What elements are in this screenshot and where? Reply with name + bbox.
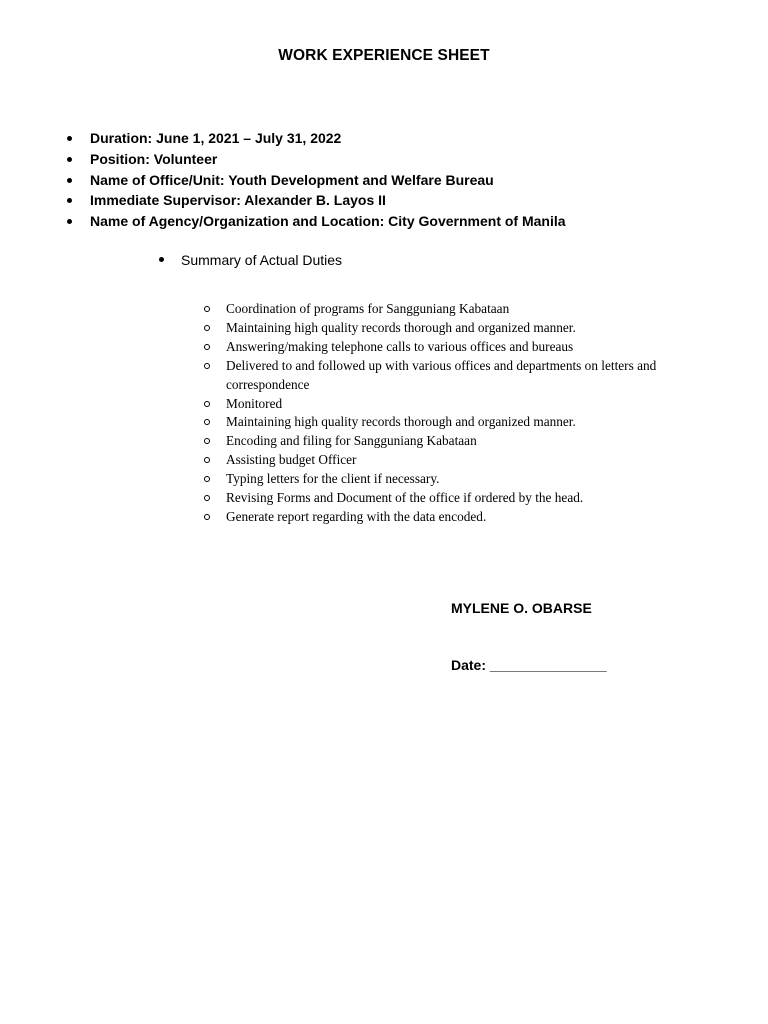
- date-line: Date: _______________: [451, 657, 607, 673]
- detail-position: [67, 149, 566, 170]
- duty-text: Assisting budget Officer: [226, 452, 357, 468]
- detail-office: [67, 170, 566, 191]
- details-list: [67, 128, 566, 232]
- duty-text: Revising Forms and Document of the office if ordered by the head.: [226, 490, 584, 506]
- circle-bullet-icon: [204, 438, 210, 444]
- circle-bullet-icon: [204, 495, 210, 501]
- list-item: [204, 470, 724, 489]
- duty-text: Coordination of programs for Sangguniang Kabataan: [226, 301, 510, 316]
- circle-bullet-icon: [204, 419, 210, 425]
- summary-heading: [159, 250, 342, 270]
- list-item: [204, 300, 724, 319]
- summary-label: Summary of Actual Duties: [181, 252, 343, 268]
- list-item: [204, 319, 724, 338]
- duty-text: Encoding and filing for Sangguniang Kabataan: [226, 433, 477, 449]
- bullet-icon: [67, 157, 72, 162]
- detail-text: Name of Agency/Organization and Location: City Government of Manila: [90, 213, 566, 230]
- list-item: [204, 489, 724, 508]
- circle-bullet-icon: [204, 476, 210, 482]
- duty-text: Answering/making telephone calls to various offices and bureaus: [226, 338, 574, 354]
- duty-text: Maintaining high quality records thorough and organized manner.: [226, 414, 576, 430]
- detail-text: Position: Volunteer: [90, 150, 218, 167]
- list-item: [204, 395, 724, 414]
- detail-supervisor: [67, 190, 566, 211]
- duty-text: Delivered to and followed up with various offices and departments on letters and correspondence: [226, 357, 657, 392]
- list-item: [204, 432, 724, 451]
- circle-bullet-icon: [204, 325, 210, 331]
- bullet-icon: [159, 257, 164, 262]
- circle-bullet-icon: [204, 344, 210, 350]
- circle-bullet-icon: [204, 514, 210, 520]
- detail-text: Duration: June 1, 2021 – July 31, 2022: [90, 130, 342, 146]
- detail-duration: [67, 128, 566, 149]
- list-item: [204, 357, 724, 395]
- bullet-icon: [67, 178, 72, 183]
- duty-text: Maintaining high quality records thorough and organized manner.: [226, 319, 576, 335]
- bullet-icon: [67, 136, 72, 141]
- bullet-icon: [67, 198, 72, 203]
- duty-text: Generate report regarding with the data encoded.: [226, 508, 487, 524]
- signatory-name: MYLENE O. OBARSE: [451, 600, 592, 616]
- detail-agency: [67, 211, 566, 232]
- circle-bullet-icon: [204, 457, 210, 463]
- duties-list: [204, 300, 724, 527]
- list-item: [204, 508, 724, 527]
- list-item: [204, 338, 724, 357]
- list-item: [204, 451, 724, 470]
- circle-bullet-icon: [204, 401, 210, 407]
- detail-text: Name of Office/Unit: Youth Development and Welfare Bureau: [90, 171, 494, 188]
- bullet-icon: [67, 219, 72, 224]
- list-item: [204, 413, 724, 432]
- circle-bullet-icon: [204, 306, 210, 312]
- detail-text: Immediate Supervisor: Alexander B. Layos II: [90, 192, 386, 209]
- duty-text: Monitored: [226, 395, 283, 411]
- duty-text: Typing letters for the client if necessary.: [226, 471, 440, 487]
- document-title: WORK EXPERIENCE SHEET: [278, 47, 490, 64]
- circle-bullet-icon: [204, 363, 210, 369]
